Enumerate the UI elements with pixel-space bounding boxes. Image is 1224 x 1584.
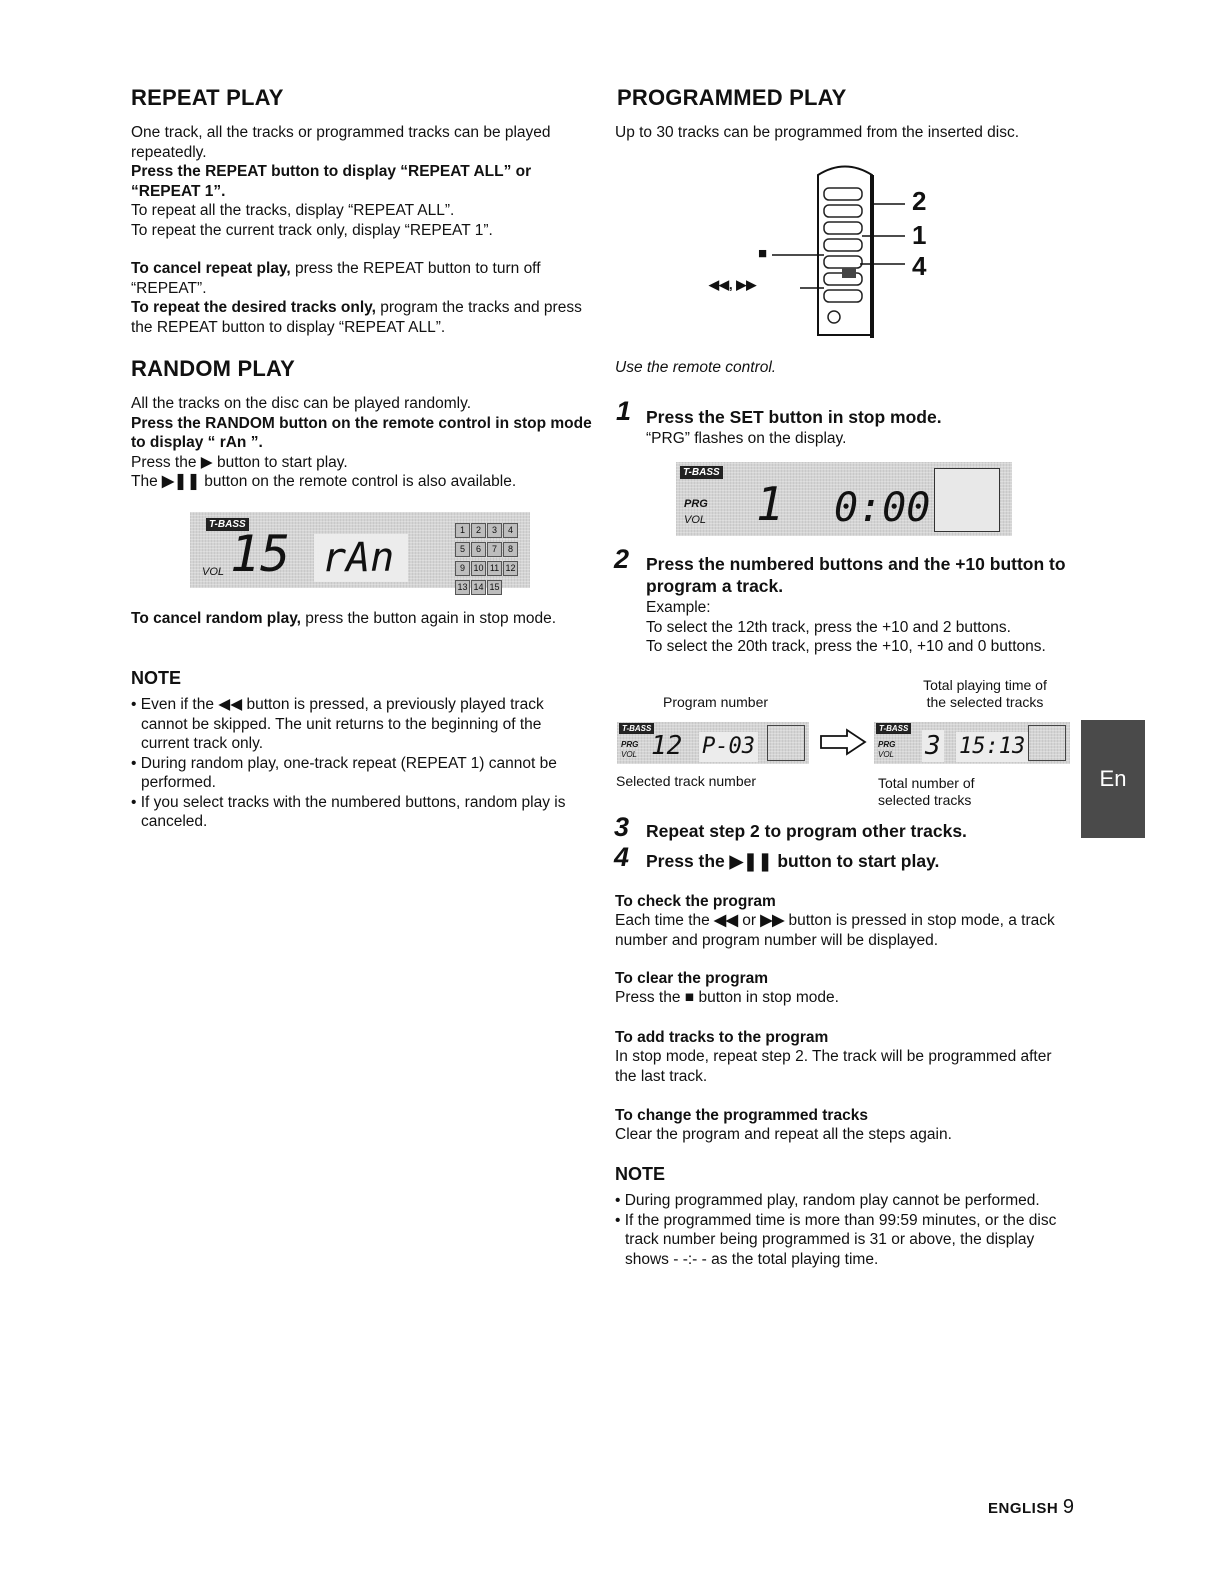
example-label: Example: bbox=[646, 599, 711, 616]
track-grid-cell: 4 bbox=[503, 523, 518, 538]
play-pause-icon: ▶❚❚ bbox=[162, 473, 200, 490]
callout-4: 4 bbox=[912, 251, 927, 281]
note-right-heading: NOTE bbox=[615, 1164, 666, 1184]
step-1-subtext: “PRG” flashes on the display. bbox=[646, 430, 847, 447]
add-tracks-heading: To add tracks to the program bbox=[615, 1029, 829, 1046]
add-tracks-section bbox=[615, 1028, 1055, 1086]
check-text-b: button is pressed in stop mode, a track number and program number will be displayed. bbox=[615, 912, 1055, 949]
prg-indicator-2: PRG bbox=[621, 740, 639, 749]
clear-text-b: button in stop mode. bbox=[698, 989, 839, 1006]
stop-icon: ■ bbox=[758, 245, 768, 262]
repeat-line-all: To repeat all the tracks, display “REPEAT ALL”. bbox=[131, 202, 455, 219]
fast-forward-icon: ▶▶ bbox=[760, 912, 785, 929]
track-grid-cell: 10 bbox=[471, 561, 486, 576]
track-grid-cell: 2 bbox=[471, 523, 486, 538]
random-remote bbox=[131, 472, 601, 492]
label-total-time: Total playing time of the selected tracks bbox=[923, 677, 1047, 710]
disc-frame-3 bbox=[1028, 725, 1066, 761]
clear-program-text bbox=[615, 988, 1085, 1008]
random-indicator-text: rAn bbox=[322, 535, 395, 581]
programmed-play-heading: PROGRAMMED PLAY bbox=[617, 85, 847, 110]
disc-frame-2 bbox=[767, 725, 805, 761]
step-1-heading: Press the SET button in stop mode. bbox=[646, 407, 942, 427]
note-left-item-1b: button is pressed, a previously played track cannot be skipped. The unit returns to the beginning of the current track only. bbox=[141, 696, 544, 752]
repeat-cancel-text: press the REPEAT button to turn off “REPEAT”. bbox=[131, 260, 541, 297]
step-2-heading: Press the numbered buttons and the +10 button to program a track. bbox=[646, 554, 1066, 596]
random-press-play bbox=[131, 453, 601, 473]
tbass-indicator-2: T-BASS bbox=[619, 723, 654, 734]
program-time-digits: 0:00 bbox=[834, 485, 931, 531]
repeat-cancel bbox=[131, 259, 601, 298]
clear-text-a: Press the bbox=[615, 989, 681, 1006]
track-grid-cell: 13 bbox=[455, 580, 470, 595]
track-grid-cell: 5 bbox=[455, 542, 470, 557]
rewind-icon-2: ◀◀ bbox=[714, 912, 738, 929]
random-cancel-bold: To cancel random play, bbox=[131, 610, 301, 627]
program-number-digits: P-03 bbox=[699, 732, 758, 762]
clear-program-section bbox=[615, 969, 1085, 1008]
note-right-item-2: • If the programmed time is more than 99:59 minutes, or the disc track number being programmed is 31 or above, the display shows - -:- - as the total playing time. bbox=[615, 1211, 1057, 1268]
random-intro: All the tracks on the disc can be played randomly. bbox=[131, 395, 472, 412]
selected-track-digits: 12 bbox=[651, 731, 683, 761]
page-number: 9 bbox=[1062, 1496, 1075, 1518]
callout-1: 1 bbox=[912, 220, 927, 250]
repeat-desired-text: program the tracks and press the REPEAT button to display “REPEAT ALL”. bbox=[131, 299, 582, 336]
tbass-indicator: T-BASS bbox=[206, 518, 249, 531]
program-entry-display bbox=[617, 722, 809, 764]
random-instruction: Press the RANDOM button on the remote control in stop mode to display “ rAn ”. bbox=[131, 414, 592, 451]
prg-display-image bbox=[676, 462, 1012, 536]
random-press-b: button to start play. bbox=[217, 453, 348, 471]
label-total-number: Total number of selected tracks bbox=[878, 775, 975, 808]
tbass-indicator-3: T-BASS bbox=[876, 723, 911, 734]
repeat-desired-bold: To repeat the desired tracks only, bbox=[131, 299, 376, 316]
track-grid-cell: 8 bbox=[503, 542, 518, 557]
track-grid-cell: 15 bbox=[487, 580, 502, 595]
random-play-heading: RANDOM PLAY bbox=[131, 356, 295, 381]
change-tracks-heading: To change the programmed tracks bbox=[615, 1107, 868, 1124]
vol-indicator-3: VOL bbox=[878, 750, 895, 759]
track-grid-cell: 3 bbox=[487, 523, 502, 538]
skip-icons: ◀◀, ▶▶ bbox=[709, 277, 757, 292]
track-grid-cell: 7 bbox=[487, 542, 502, 557]
check-text-a: Each time the bbox=[615, 912, 710, 929]
program-total-display bbox=[874, 722, 1070, 764]
play-pause-icon-2: ▶❚❚ bbox=[729, 851, 773, 871]
label-program-number: Program number bbox=[663, 694, 769, 710]
remote-caption: Use the remote control. bbox=[615, 359, 777, 376]
change-tracks-section bbox=[615, 1106, 1085, 1145]
disc-frame bbox=[934, 468, 1000, 532]
note-left-item-2: • During random play, one-track repeat (REPEAT 1) cannot be performed. bbox=[131, 754, 557, 791]
step-3-heading: Repeat step 2 to program other tracks. bbox=[646, 821, 967, 841]
random-play-section bbox=[131, 394, 601, 492]
repeat-intro: One track, all the tracks or programmed tracks can be played repeatedly. bbox=[131, 124, 551, 161]
clear-program-heading: To clear the program bbox=[615, 970, 769, 987]
repeat-line-one: To repeat the current track only, display “REPEAT 1”. bbox=[131, 221, 493, 239]
random-press-a: Press the bbox=[131, 453, 197, 471]
track-grid-cell: 12 bbox=[503, 561, 518, 576]
prg-indicator-3: PRG bbox=[878, 740, 896, 749]
vol-indicator: VOL bbox=[202, 566, 225, 578]
random-cancel bbox=[131, 609, 601, 629]
label-selected-track: Selected track number bbox=[616, 773, 757, 789]
step-2-example bbox=[646, 598, 1076, 657]
arrow-right-icon bbox=[819, 728, 867, 756]
note-left-item-1a: • Even if the bbox=[131, 696, 214, 713]
skip-separator: , bbox=[729, 277, 737, 292]
note-left-heading: NOTE bbox=[131, 668, 182, 688]
note-right-list bbox=[615, 1191, 1060, 1269]
note-left-item-1 bbox=[131, 695, 593, 754]
play-icon: ▶ bbox=[200, 453, 213, 471]
total-time-digits: 15:13 bbox=[956, 732, 1028, 762]
step-4-number: 4 bbox=[614, 842, 630, 872]
repeat-play-section bbox=[131, 123, 601, 337]
random-remote-a: The bbox=[131, 473, 158, 490]
repeat-instruction: Press the REPEAT button to display “REPEAT ALL” or “REPEAT 1”. bbox=[131, 163, 532, 200]
note-left-item-3: • If you select tracks with the numbered buttons, random play is canceled. bbox=[131, 793, 566, 830]
repeat-desired bbox=[131, 298, 601, 337]
total-count-digit: 3 bbox=[922, 730, 944, 762]
track-grid-cell: 14 bbox=[471, 580, 486, 595]
track-grid-cell: 11 bbox=[487, 561, 502, 576]
language-tab: En bbox=[1081, 720, 1145, 838]
random-cancel-text: press the button again in stop mode. bbox=[300, 610, 557, 627]
check-program-section bbox=[615, 892, 1070, 950]
remote-control-image bbox=[700, 160, 960, 345]
change-tracks-text: Clear the program and repeat all the steps again. bbox=[615, 1126, 952, 1143]
prg-indicator-1: PRG bbox=[684, 498, 708, 510]
page-footer bbox=[988, 1496, 1074, 1519]
step-1-number: 1 bbox=[616, 396, 632, 426]
note-left-list bbox=[131, 695, 593, 832]
programmed-intro: Up to 30 tracks can be programmed from the inserted disc. bbox=[615, 124, 1020, 141]
vol-indicator-1: VOL bbox=[684, 514, 707, 526]
repeat-cancel-bold: To cancel repeat play, bbox=[131, 260, 291, 277]
vol-indicator-2: VOL bbox=[621, 750, 638, 759]
note-right-item-1: • During programmed play, random play cannot be performed. bbox=[615, 1192, 1040, 1209]
tbass-indicator-1: T-BASS bbox=[680, 466, 723, 479]
example-20th: To select the 20th track, press the +10, +10 and 0 buttons. bbox=[646, 638, 1046, 655]
track-grid-cell: 1 bbox=[455, 523, 470, 538]
step-4-b: button to start play. bbox=[777, 851, 940, 871]
callout-2: 2 bbox=[912, 186, 927, 216]
random-display-image bbox=[190, 512, 530, 592]
track-grid bbox=[455, 520, 527, 596]
repeat-play-heading: REPEAT PLAY bbox=[131, 85, 284, 110]
step-4-heading bbox=[646, 850, 1076, 872]
step-4-a: Press the bbox=[646, 851, 725, 871]
step-2-number: 2 bbox=[614, 544, 630, 574]
footer-label: ENGLISH bbox=[988, 1500, 1059, 1517]
add-tracks-text: In stop mode, repeat step 2. The track will be programmed after the last track. bbox=[615, 1048, 1052, 1085]
rewind-icon: ◀◀ bbox=[218, 696, 243, 713]
program-track-digit: 1 bbox=[756, 477, 784, 531]
stop-icon-2: ■ bbox=[684, 989, 695, 1006]
check-program-heading: To check the program bbox=[615, 893, 776, 910]
check-program-text bbox=[615, 911, 1070, 950]
step-3-number: 3 bbox=[614, 812, 630, 842]
random-remote-b: button on the remote control is also available. bbox=[204, 473, 517, 490]
track-grid-cell: 6 bbox=[471, 542, 486, 557]
track-count-digits: 15 bbox=[230, 525, 291, 583]
example-12th: To select the 12th track, press the +10 and 2 buttons. bbox=[646, 618, 1011, 636]
check-text-or: or bbox=[742, 912, 757, 929]
track-grid-cell: 9 bbox=[455, 561, 470, 576]
